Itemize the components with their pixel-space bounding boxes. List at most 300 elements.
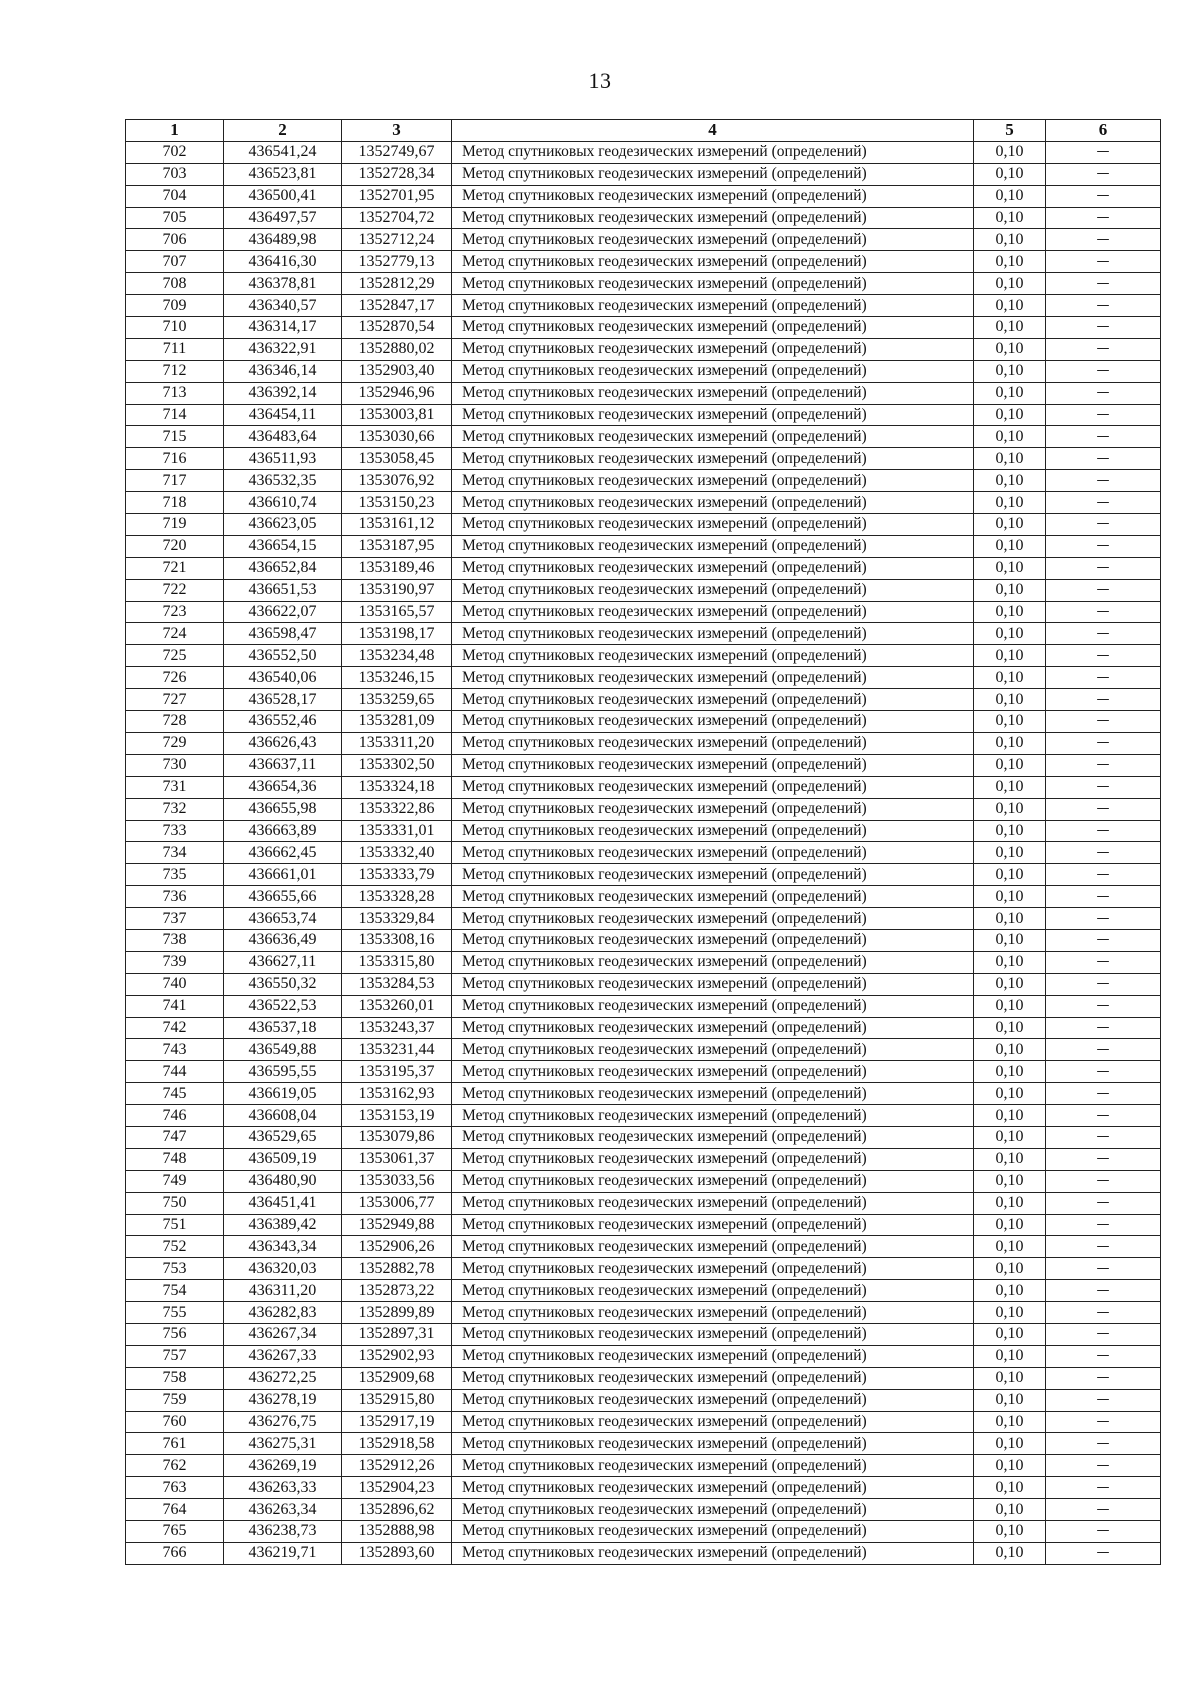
accuracy-cell: 0,10 bbox=[974, 207, 1046, 229]
table-row bbox=[126, 207, 1161, 229]
method-cell: Метод спутниковых геодезических измерений (определений) bbox=[452, 448, 974, 470]
point-number-cell: 731 bbox=[126, 776, 224, 798]
accuracy-cell: 0,10 bbox=[974, 1411, 1046, 1433]
note-cell: — bbox=[1046, 1433, 1161, 1455]
accuracy-cell: 0,10 bbox=[974, 163, 1046, 185]
note-cell: — bbox=[1046, 667, 1161, 689]
point-number-cell: 751 bbox=[126, 1214, 224, 1236]
accuracy-cell: 0,10 bbox=[974, 667, 1046, 689]
method-cell: Метод спутниковых геодезических измерений (определений) bbox=[452, 689, 974, 711]
table-row bbox=[126, 295, 1161, 317]
y-coordinate-cell: 1353234,48 bbox=[342, 645, 452, 667]
method-cell: Метод спутниковых геодезических измерений (определений) bbox=[452, 1521, 974, 1543]
note-cell: — bbox=[1046, 579, 1161, 601]
note-cell: — bbox=[1046, 229, 1161, 251]
y-coordinate-cell: 1353231,44 bbox=[342, 1039, 452, 1061]
table-row bbox=[126, 360, 1161, 382]
note-cell: — bbox=[1046, 360, 1161, 382]
note-cell: — bbox=[1046, 1455, 1161, 1477]
table-row bbox=[126, 273, 1161, 295]
note-cell: — bbox=[1046, 1477, 1161, 1499]
x-coordinate-cell: 436637,11 bbox=[224, 754, 342, 776]
point-number-cell: 736 bbox=[126, 886, 224, 908]
point-number-cell: 727 bbox=[126, 689, 224, 711]
accuracy-cell: 0,10 bbox=[974, 1258, 1046, 1280]
method-cell: Метод спутниковых геодезических измерений (определений) bbox=[452, 1258, 974, 1280]
page-number: 13 bbox=[588, 68, 612, 93]
x-coordinate-cell: 436320,03 bbox=[224, 1258, 342, 1280]
y-coordinate-cell: 1353153,19 bbox=[342, 1105, 452, 1127]
note-cell: — bbox=[1046, 1345, 1161, 1367]
table-row bbox=[126, 426, 1161, 448]
y-coordinate-cell: 1353246,15 bbox=[342, 667, 452, 689]
note-cell: — bbox=[1046, 951, 1161, 973]
method-cell: Метод спутниковых геодезических измерений (определений) bbox=[452, 1061, 974, 1083]
y-coordinate-cell: 1352749,67 bbox=[342, 141, 452, 163]
table-row bbox=[126, 1280, 1161, 1302]
table-row bbox=[126, 842, 1161, 864]
table-row bbox=[126, 492, 1161, 514]
table-row bbox=[126, 382, 1161, 404]
y-coordinate-cell: 1352847,17 bbox=[342, 295, 452, 317]
accuracy-cell: 0,10 bbox=[974, 295, 1046, 317]
method-cell: Метод спутниковых геодезических измерений (определений) bbox=[452, 1433, 974, 1455]
method-cell: Метод спутниковых геодезических измерений (определений) bbox=[452, 601, 974, 623]
accuracy-cell: 0,10 bbox=[974, 360, 1046, 382]
point-number-cell: 714 bbox=[126, 404, 224, 426]
accuracy-cell: 0,10 bbox=[974, 711, 1046, 733]
y-coordinate-cell: 1353187,95 bbox=[342, 535, 452, 557]
note-cell: — bbox=[1046, 492, 1161, 514]
note-cell: — bbox=[1046, 1105, 1161, 1127]
y-coordinate-cell: 1353150,23 bbox=[342, 492, 452, 514]
method-cell: Метод спутниковых геодезических измерений (определений) bbox=[452, 1148, 974, 1170]
method-cell: Метод спутниковых геодезических измерений (определений) bbox=[452, 1170, 974, 1192]
note-cell: — bbox=[1046, 141, 1161, 163]
method-cell: Метод спутниковых геодезических измерений (определений) bbox=[452, 1280, 974, 1302]
point-number-cell: 746 bbox=[126, 1105, 224, 1127]
table-row bbox=[126, 535, 1161, 557]
method-cell: Метод спутниковых геодезических измерений (определений) bbox=[452, 514, 974, 536]
x-coordinate-cell: 436541,24 bbox=[224, 141, 342, 163]
table-row bbox=[126, 995, 1161, 1017]
table-row bbox=[126, 1258, 1161, 1280]
table-row bbox=[126, 1214, 1161, 1236]
x-coordinate-cell: 436627,11 bbox=[224, 951, 342, 973]
table-row bbox=[126, 1367, 1161, 1389]
x-coordinate-cell: 436346,14 bbox=[224, 360, 342, 382]
point-number-cell: 747 bbox=[126, 1126, 224, 1148]
note-cell: — bbox=[1046, 1061, 1161, 1083]
note-cell: — bbox=[1046, 338, 1161, 360]
table-row bbox=[126, 1477, 1161, 1499]
accuracy-cell: 0,10 bbox=[974, 229, 1046, 251]
table-row bbox=[126, 886, 1161, 908]
y-coordinate-cell: 1353198,17 bbox=[342, 623, 452, 645]
accuracy-cell: 0,10 bbox=[974, 929, 1046, 951]
x-coordinate-cell: 436610,74 bbox=[224, 492, 342, 514]
table-row bbox=[126, 1323, 1161, 1345]
point-number-cell: 741 bbox=[126, 995, 224, 1017]
y-coordinate-cell: 1352946,96 bbox=[342, 382, 452, 404]
method-cell: Метод спутниковых геодезических измерений (определений) bbox=[452, 1214, 974, 1236]
point-number-cell: 719 bbox=[126, 514, 224, 536]
method-cell: Метод спутниковых геодезических измерений (определений) bbox=[452, 163, 974, 185]
accuracy-cell: 0,10 bbox=[974, 754, 1046, 776]
y-coordinate-cell: 1352917,19 bbox=[342, 1411, 452, 1433]
y-coordinate-cell: 1353189,46 bbox=[342, 557, 452, 579]
x-coordinate-cell: 436392,14 bbox=[224, 382, 342, 404]
accuracy-cell: 0,10 bbox=[974, 1521, 1046, 1543]
accuracy-cell: 0,10 bbox=[974, 535, 1046, 557]
y-coordinate-cell: 1353162,93 bbox=[342, 1083, 452, 1105]
point-number-cell: 739 bbox=[126, 951, 224, 973]
x-coordinate-cell: 436552,50 bbox=[224, 645, 342, 667]
point-number-cell: 744 bbox=[126, 1061, 224, 1083]
note-cell: — bbox=[1046, 1192, 1161, 1214]
accuracy-cell: 0,10 bbox=[974, 492, 1046, 514]
table-row bbox=[126, 185, 1161, 207]
table-row bbox=[126, 1499, 1161, 1521]
point-number-cell: 707 bbox=[126, 251, 224, 273]
x-coordinate-cell: 436550,32 bbox=[224, 973, 342, 995]
point-number-cell: 764 bbox=[126, 1499, 224, 1521]
table-row bbox=[126, 1192, 1161, 1214]
y-coordinate-cell: 1353311,20 bbox=[342, 732, 452, 754]
table-row bbox=[126, 1302, 1161, 1324]
method-cell: Метод спутниковых геодезических измерений (определений) bbox=[452, 951, 974, 973]
table-row bbox=[126, 667, 1161, 689]
y-coordinate-cell: 1353332,40 bbox=[342, 842, 452, 864]
x-coordinate-cell: 436608,04 bbox=[224, 1105, 342, 1127]
note-cell: — bbox=[1046, 1521, 1161, 1543]
method-cell: Метод спутниковых геодезических измерений (определений) bbox=[452, 754, 974, 776]
method-cell: Метод спутниковых геодезических измерений (определений) bbox=[452, 908, 974, 930]
y-coordinate-cell: 1352888,98 bbox=[342, 1521, 452, 1543]
x-coordinate-cell: 436275,31 bbox=[224, 1433, 342, 1455]
table-body bbox=[126, 141, 1161, 1564]
note-cell: — bbox=[1046, 295, 1161, 317]
table-row bbox=[126, 229, 1161, 251]
point-number-cell: 711 bbox=[126, 338, 224, 360]
method-cell: Метод спутниковых геодезических измерений (определений) bbox=[452, 229, 974, 251]
point-number-cell: 720 bbox=[126, 535, 224, 557]
accuracy-cell: 0,10 bbox=[974, 273, 1046, 295]
note-cell: — bbox=[1046, 273, 1161, 295]
x-coordinate-cell: 436622,07 bbox=[224, 601, 342, 623]
accuracy-cell: 0,10 bbox=[974, 1148, 1046, 1170]
note-cell: — bbox=[1046, 470, 1161, 492]
note-cell: — bbox=[1046, 623, 1161, 645]
note-cell: — bbox=[1046, 1214, 1161, 1236]
y-coordinate-cell: 1352882,78 bbox=[342, 1258, 452, 1280]
x-coordinate-cell: 436282,83 bbox=[224, 1302, 342, 1324]
point-number-cell: 705 bbox=[126, 207, 224, 229]
x-coordinate-cell: 436322,91 bbox=[224, 338, 342, 360]
table-row bbox=[126, 1061, 1161, 1083]
method-cell: Метод спутниковых геодезических измерений (определений) bbox=[452, 842, 974, 864]
point-number-cell: 742 bbox=[126, 1017, 224, 1039]
x-coordinate-cell: 436651,53 bbox=[224, 579, 342, 601]
point-number-cell: 758 bbox=[126, 1367, 224, 1389]
x-coordinate-cell: 436238,73 bbox=[224, 1521, 342, 1543]
y-coordinate-cell: 1353165,57 bbox=[342, 601, 452, 623]
table-row bbox=[126, 951, 1161, 973]
table-row bbox=[126, 1411, 1161, 1433]
method-cell: Метод спутниковых геодезических измерений (определений) bbox=[452, 295, 974, 317]
table-row bbox=[126, 579, 1161, 601]
table-row bbox=[126, 1039, 1161, 1061]
method-cell: Метод спутниковых геодезических измерений (определений) bbox=[452, 273, 974, 295]
accuracy-cell: 0,10 bbox=[974, 470, 1046, 492]
x-coordinate-cell: 436529,65 bbox=[224, 1126, 342, 1148]
point-number-cell: 735 bbox=[126, 864, 224, 886]
point-number-cell: 732 bbox=[126, 798, 224, 820]
method-cell: Метод спутниковых геодезических измерений (определений) bbox=[452, 251, 974, 273]
accuracy-cell: 0,10 bbox=[974, 1083, 1046, 1105]
y-coordinate-cell: 1353302,50 bbox=[342, 754, 452, 776]
x-coordinate-cell: 436389,42 bbox=[224, 1214, 342, 1236]
x-coordinate-cell: 436276,75 bbox=[224, 1411, 342, 1433]
table-row bbox=[126, 404, 1161, 426]
y-coordinate-cell: 1353061,37 bbox=[342, 1148, 452, 1170]
point-number-cell: 712 bbox=[126, 360, 224, 382]
point-number-cell: 738 bbox=[126, 929, 224, 951]
method-cell: Метод спутниковых геодезических измерений (определений) bbox=[452, 798, 974, 820]
method-cell: Метод спутниковых геодезических измерений (определений) bbox=[452, 360, 974, 382]
accuracy-cell: 0,10 bbox=[974, 1192, 1046, 1214]
method-cell: Метод спутниковых геодезических измерений (определений) bbox=[452, 711, 974, 733]
accuracy-cell: 0,10 bbox=[974, 776, 1046, 798]
note-cell: — bbox=[1046, 732, 1161, 754]
point-number-cell: 709 bbox=[126, 295, 224, 317]
accuracy-cell: 0,10 bbox=[974, 404, 1046, 426]
table-row bbox=[126, 820, 1161, 842]
accuracy-cell: 0,10 bbox=[974, 382, 1046, 404]
table-row bbox=[126, 711, 1161, 733]
method-cell: Метод спутниковых геодезических измерений (определений) bbox=[452, 404, 974, 426]
note-cell: — bbox=[1046, 908, 1161, 930]
y-coordinate-cell: 1352870,54 bbox=[342, 317, 452, 339]
point-number-cell: 723 bbox=[126, 601, 224, 623]
note-cell: — bbox=[1046, 426, 1161, 448]
table-row bbox=[126, 623, 1161, 645]
accuracy-cell: 0,10 bbox=[974, 1126, 1046, 1148]
note-cell: — bbox=[1046, 1039, 1161, 1061]
note-cell: — bbox=[1046, 163, 1161, 185]
point-number-cell: 717 bbox=[126, 470, 224, 492]
table-row bbox=[126, 732, 1161, 754]
method-cell: Метод спутниковых геодезических измерений (определений) bbox=[452, 1039, 974, 1061]
note-cell: — bbox=[1046, 1017, 1161, 1039]
header-col-2: 2 bbox=[224, 120, 342, 142]
x-coordinate-cell: 436263,33 bbox=[224, 1477, 342, 1499]
y-coordinate-cell: 1352779,13 bbox=[342, 251, 452, 273]
y-coordinate-cell: 1353190,97 bbox=[342, 579, 452, 601]
point-number-cell: 708 bbox=[126, 273, 224, 295]
note-cell: — bbox=[1046, 251, 1161, 273]
note-cell: — bbox=[1046, 1389, 1161, 1411]
x-coordinate-cell: 436343,34 bbox=[224, 1236, 342, 1258]
table-row bbox=[126, 973, 1161, 995]
accuracy-cell: 0,10 bbox=[974, 1302, 1046, 1324]
method-cell: Метод спутниковых геодезических измерений (определений) bbox=[452, 1477, 974, 1499]
note-cell: — bbox=[1046, 973, 1161, 995]
y-coordinate-cell: 1352904,23 bbox=[342, 1477, 452, 1499]
x-coordinate-cell: 436540,06 bbox=[224, 667, 342, 689]
accuracy-cell: 0,10 bbox=[974, 1236, 1046, 1258]
note-cell: — bbox=[1046, 1411, 1161, 1433]
x-coordinate-cell: 436378,81 bbox=[224, 273, 342, 295]
point-number-cell: 721 bbox=[126, 557, 224, 579]
accuracy-cell: 0,10 bbox=[974, 820, 1046, 842]
y-coordinate-cell: 1352893,60 bbox=[342, 1542, 452, 1564]
point-number-cell: 729 bbox=[126, 732, 224, 754]
method-cell: Метод спутниковых геодезических измерений (определений) bbox=[452, 185, 974, 207]
accuracy-cell: 0,10 bbox=[974, 579, 1046, 601]
x-coordinate-cell: 436662,45 bbox=[224, 842, 342, 864]
note-cell: — bbox=[1046, 601, 1161, 623]
table-header bbox=[126, 120, 1161, 142]
x-coordinate-cell: 436549,88 bbox=[224, 1039, 342, 1061]
y-coordinate-cell: 1353243,37 bbox=[342, 1017, 452, 1039]
y-coordinate-cell: 1352712,24 bbox=[342, 229, 452, 251]
note-cell: — bbox=[1046, 404, 1161, 426]
method-cell: Метод спутниковых геодезических измерений (определений) bbox=[452, 929, 974, 951]
table-row bbox=[126, 470, 1161, 492]
x-coordinate-cell: 436416,30 bbox=[224, 251, 342, 273]
y-coordinate-cell: 1353315,80 bbox=[342, 951, 452, 973]
point-number-cell: 765 bbox=[126, 1521, 224, 1543]
point-number-cell: 713 bbox=[126, 382, 224, 404]
note-cell: — bbox=[1046, 514, 1161, 536]
note-cell: — bbox=[1046, 1258, 1161, 1280]
y-coordinate-cell: 1352873,22 bbox=[342, 1280, 452, 1302]
table-row bbox=[126, 448, 1161, 470]
header-col-3: 3 bbox=[342, 120, 452, 142]
table-row bbox=[126, 317, 1161, 339]
point-number-cell: 760 bbox=[126, 1411, 224, 1433]
table-row bbox=[126, 1455, 1161, 1477]
x-coordinate-cell: 436489,98 bbox=[224, 229, 342, 251]
y-coordinate-cell: 1352915,80 bbox=[342, 1389, 452, 1411]
point-number-cell: 761 bbox=[126, 1433, 224, 1455]
table-row bbox=[126, 601, 1161, 623]
accuracy-cell: 0,10 bbox=[974, 886, 1046, 908]
method-cell: Метод спутниковых геодезических измерений (определений) bbox=[452, 579, 974, 601]
table-row bbox=[126, 1521, 1161, 1543]
table-row bbox=[126, 1148, 1161, 1170]
method-cell: Метод спутниковых геодезических измерений (определений) bbox=[452, 973, 974, 995]
x-coordinate-cell: 436552,46 bbox=[224, 711, 342, 733]
point-number-cell: 718 bbox=[126, 492, 224, 514]
note-cell: — bbox=[1046, 1280, 1161, 1302]
point-number-cell: 722 bbox=[126, 579, 224, 601]
method-cell: Метод спутниковых геодезических измерений (определений) bbox=[452, 141, 974, 163]
method-cell: Метод спутниковых геодезических измерений (определений) bbox=[452, 995, 974, 1017]
method-cell: Метод спутниковых геодезических измерений (определений) bbox=[452, 317, 974, 339]
accuracy-cell: 0,10 bbox=[974, 514, 1046, 536]
method-cell: Метод спутниковых геодезических измерений (определений) bbox=[452, 1411, 974, 1433]
accuracy-cell: 0,10 bbox=[974, 1345, 1046, 1367]
accuracy-cell: 0,10 bbox=[974, 1542, 1046, 1564]
table-row bbox=[126, 754, 1161, 776]
accuracy-cell: 0,10 bbox=[974, 1039, 1046, 1061]
y-coordinate-cell: 1352880,02 bbox=[342, 338, 452, 360]
header-col-6: 6 bbox=[1046, 120, 1161, 142]
header-col-4: 4 bbox=[452, 120, 974, 142]
x-coordinate-cell: 436661,01 bbox=[224, 864, 342, 886]
table-row bbox=[126, 798, 1161, 820]
table-row bbox=[126, 864, 1161, 886]
point-number-cell: 734 bbox=[126, 842, 224, 864]
note-cell: — bbox=[1046, 1542, 1161, 1564]
x-coordinate-cell: 436340,57 bbox=[224, 295, 342, 317]
x-coordinate-cell: 436654,15 bbox=[224, 535, 342, 557]
x-coordinate-cell: 436636,49 bbox=[224, 929, 342, 951]
accuracy-cell: 0,10 bbox=[974, 1280, 1046, 1302]
x-coordinate-cell: 436654,36 bbox=[224, 776, 342, 798]
point-number-cell: 703 bbox=[126, 163, 224, 185]
y-coordinate-cell: 1352704,72 bbox=[342, 207, 452, 229]
accuracy-cell: 0,10 bbox=[974, 1389, 1046, 1411]
x-coordinate-cell: 436532,35 bbox=[224, 470, 342, 492]
point-number-cell: 763 bbox=[126, 1477, 224, 1499]
method-cell: Метод спутниковых геодезических измерений (определений) bbox=[452, 492, 974, 514]
method-cell: Метод спутниковых геодезических измерений (определений) bbox=[452, 1302, 974, 1324]
y-coordinate-cell: 1353006,77 bbox=[342, 1192, 452, 1214]
note-cell: — bbox=[1046, 1126, 1161, 1148]
method-cell: Метод спутниковых геодезических измерений (определений) bbox=[452, 1542, 974, 1564]
y-coordinate-cell: 1353003,81 bbox=[342, 404, 452, 426]
accuracy-cell: 0,10 bbox=[974, 1105, 1046, 1127]
x-coordinate-cell: 436509,19 bbox=[224, 1148, 342, 1170]
method-cell: Метод спутниковых геодезических измерений (определений) bbox=[452, 1367, 974, 1389]
method-cell: Метод спутниковых геодезических измерений (определений) bbox=[452, 820, 974, 842]
point-number-cell: 728 bbox=[126, 711, 224, 733]
y-coordinate-cell: 1353058,45 bbox=[342, 448, 452, 470]
accuracy-cell: 0,10 bbox=[974, 645, 1046, 667]
x-coordinate-cell: 436314,17 bbox=[224, 317, 342, 339]
y-coordinate-cell: 1353033,56 bbox=[342, 1170, 452, 1192]
method-cell: Метод спутниковых геодезических измерений (определений) bbox=[452, 1389, 974, 1411]
note-cell: — bbox=[1046, 754, 1161, 776]
y-coordinate-cell: 1353333,79 bbox=[342, 864, 452, 886]
y-coordinate-cell: 1353195,37 bbox=[342, 1061, 452, 1083]
point-number-cell: 733 bbox=[126, 820, 224, 842]
method-cell: Метод спутниковых геодезических измерений (определений) bbox=[452, 1105, 974, 1127]
method-cell: Метод спутниковых геодезических измерений (определений) bbox=[452, 1345, 974, 1367]
method-cell: Метод спутниковых геодезических измерений (определений) bbox=[452, 382, 974, 404]
y-coordinate-cell: 1353259,65 bbox=[342, 689, 452, 711]
y-coordinate-cell: 1352896,62 bbox=[342, 1499, 452, 1521]
x-coordinate-cell: 436511,93 bbox=[224, 448, 342, 470]
accuracy-cell: 0,10 bbox=[974, 1323, 1046, 1345]
point-number-cell: 756 bbox=[126, 1323, 224, 1345]
note-cell: — bbox=[1046, 798, 1161, 820]
y-coordinate-cell: 1352728,34 bbox=[342, 163, 452, 185]
note-cell: — bbox=[1046, 776, 1161, 798]
accuracy-cell: 0,10 bbox=[974, 1170, 1046, 1192]
point-number-cell: 740 bbox=[126, 973, 224, 995]
point-number-cell: 745 bbox=[126, 1083, 224, 1105]
table-row bbox=[126, 1433, 1161, 1455]
accuracy-cell: 0,10 bbox=[974, 141, 1046, 163]
point-number-cell: 754 bbox=[126, 1280, 224, 1302]
header-col-1: 1 bbox=[126, 120, 224, 142]
x-coordinate-cell: 436267,33 bbox=[224, 1345, 342, 1367]
table-row bbox=[126, 1017, 1161, 1039]
